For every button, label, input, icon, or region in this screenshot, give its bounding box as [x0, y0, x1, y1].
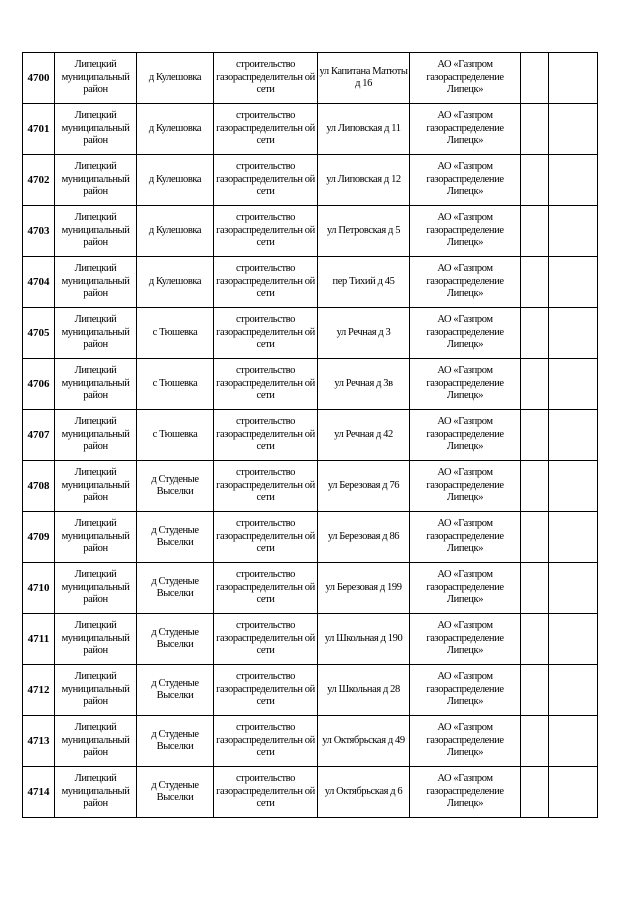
empty-cell — [549, 53, 598, 104]
empty-cell — [549, 716, 598, 767]
empty-cell — [549, 155, 598, 206]
district-cell: Липецкий муниципальный район — [55, 461, 137, 512]
organization-cell: АО «Газпром газораспределение Липецк» — [410, 257, 521, 308]
locality-cell: д Студеные Выселки — [137, 563, 214, 614]
district-cell: Липецкий муниципальный район — [55, 512, 137, 563]
registry-body — [23, 53, 598, 818]
district-cell: Липецкий муниципальный район — [55, 53, 137, 104]
address-cell: ул Березовая д 76 — [318, 461, 410, 512]
table-row — [23, 512, 598, 563]
organization-cell: АО «Газпром газораспределение Липецк» — [410, 308, 521, 359]
organization-cell: АО «Газпром газораспределение Липецк» — [410, 359, 521, 410]
address-cell: ул Липовская д 11 — [318, 104, 410, 155]
empty-cell — [549, 512, 598, 563]
empty-cell — [549, 257, 598, 308]
work-type-cell: строительство газораспределительн ой сети — [214, 155, 318, 206]
table-row — [23, 563, 598, 614]
row-number: 4707 — [23, 410, 55, 461]
organization-cell: АО «Газпром газораспределение Липецк» — [410, 716, 521, 767]
row-number: 4700 — [23, 53, 55, 104]
address-cell: ул Петровская д 5 — [318, 206, 410, 257]
work-type-cell: строительство газораспределительн ой сети — [214, 308, 318, 359]
empty-cell — [521, 104, 549, 155]
organization-cell: АО «Газпром газораспределение Липецк» — [410, 104, 521, 155]
table-row — [23, 614, 598, 665]
row-number: 4709 — [23, 512, 55, 563]
table-row — [23, 410, 598, 461]
empty-cell — [521, 155, 549, 206]
row-number: 4708 — [23, 461, 55, 512]
address-cell: пер Тихий д 45 — [318, 257, 410, 308]
district-cell: Липецкий муниципальный район — [55, 257, 137, 308]
empty-cell — [521, 563, 549, 614]
empty-cell — [549, 410, 598, 461]
table-row — [23, 359, 598, 410]
table-row — [23, 767, 598, 818]
district-cell: Липецкий муниципальный район — [55, 410, 137, 461]
address-cell: ул Речная д 3 — [318, 308, 410, 359]
organization-cell: АО «Газпром газораспределение Липецк» — [410, 410, 521, 461]
work-type-cell: строительство газораспределительн ой сети — [214, 104, 318, 155]
locality-cell: д Кулешовка — [137, 155, 214, 206]
work-type-cell: строительство газораспределительн ой сети — [214, 665, 318, 716]
work-type-cell: строительство газораспределительн ой сети — [214, 206, 318, 257]
locality-cell: д Кулешовка — [137, 53, 214, 104]
district-cell: Липецкий муниципальный район — [55, 614, 137, 665]
organization-cell: АО «Газпром газораспределение Липецк» — [410, 563, 521, 614]
row-number: 4705 — [23, 308, 55, 359]
row-number: 4702 — [23, 155, 55, 206]
empty-cell — [521, 206, 549, 257]
district-cell: Липецкий муниципальный район — [55, 206, 137, 257]
locality-cell: д Студеные Выселки — [137, 767, 214, 818]
work-type-cell: строительство газораспределительн ой сети — [214, 410, 318, 461]
empty-cell — [549, 359, 598, 410]
empty-cell — [521, 767, 549, 818]
empty-cell — [521, 359, 549, 410]
table-row — [23, 155, 598, 206]
locality-cell: с Тюшевка — [137, 410, 214, 461]
table-row — [23, 308, 598, 359]
locality-cell: с Тюшевка — [137, 308, 214, 359]
empty-cell — [549, 767, 598, 818]
locality-cell: д Студеные Выселки — [137, 512, 214, 563]
empty-cell — [521, 410, 549, 461]
organization-cell: АО «Газпром газораспределение Липецк» — [410, 512, 521, 563]
work-type-cell: строительство газораспределительн ой сети — [214, 767, 318, 818]
empty-cell — [521, 512, 549, 563]
district-cell: Липецкий муниципальный район — [55, 104, 137, 155]
organization-cell: АО «Газпром газораспределение Липецк» — [410, 155, 521, 206]
district-cell: Липецкий муниципальный район — [55, 308, 137, 359]
table-row — [23, 665, 598, 716]
empty-cell — [549, 614, 598, 665]
table-row — [23, 206, 598, 257]
empty-cell — [549, 563, 598, 614]
address-cell: ул Березовая д 86 — [318, 512, 410, 563]
table-row — [23, 716, 598, 767]
row-number: 4714 — [23, 767, 55, 818]
locality-cell: д Студеные Выселки — [137, 665, 214, 716]
table-row — [23, 461, 598, 512]
organization-cell: АО «Газпром газораспределение Липецк» — [410, 461, 521, 512]
empty-cell — [549, 104, 598, 155]
organization-cell: АО «Газпром газораспределение Липецк» — [410, 767, 521, 818]
work-type-cell: строительство газораспределительн ой сети — [214, 716, 318, 767]
work-type-cell: строительство газораспределительн ой сети — [214, 461, 318, 512]
district-cell: Липецкий муниципальный район — [55, 563, 137, 614]
work-type-cell: строительство газораспределительн ой сети — [214, 359, 318, 410]
empty-cell — [549, 461, 598, 512]
row-number: 4701 — [23, 104, 55, 155]
organization-cell: АО «Газпром газораспределение Липецк» — [410, 665, 521, 716]
locality-cell: с Тюшевка — [137, 359, 214, 410]
row-number: 4703 — [23, 206, 55, 257]
address-cell: ул Речная д 42 — [318, 410, 410, 461]
district-cell: Липецкий муниципальный район — [55, 665, 137, 716]
empty-cell — [521, 461, 549, 512]
address-cell: ул Липовская д 12 — [318, 155, 410, 206]
empty-cell — [549, 206, 598, 257]
empty-cell — [521, 257, 549, 308]
work-type-cell: строительство газораспределительн ой сети — [214, 563, 318, 614]
registry-table — [22, 52, 598, 818]
organization-cell: АО «Газпром газораспределение Липецк» — [410, 614, 521, 665]
row-number: 4704 — [23, 257, 55, 308]
table-row — [23, 257, 598, 308]
empty-cell — [549, 665, 598, 716]
empty-cell — [521, 53, 549, 104]
empty-cell — [521, 665, 549, 716]
work-type-cell: строительство газораспределительн ой сети — [214, 512, 318, 563]
work-type-cell: строительство газораспределительн ой сети — [214, 53, 318, 104]
locality-cell: д Студеные Выселки — [137, 461, 214, 512]
row-number: 4710 — [23, 563, 55, 614]
organization-cell: АО «Газпром газораспределение Липецк» — [410, 206, 521, 257]
organization-cell: АО «Газпром газораспределение Липецк» — [410, 53, 521, 104]
district-cell: Липецкий муниципальный район — [55, 155, 137, 206]
address-cell: ул Октябрьская д 49 — [318, 716, 410, 767]
row-number: 4711 — [23, 614, 55, 665]
empty-cell — [521, 716, 549, 767]
address-cell: ул Школьная д 28 — [318, 665, 410, 716]
address-cell: ул Капитана Матюты д 16 — [318, 53, 410, 104]
empty-cell — [549, 308, 598, 359]
empty-cell — [521, 614, 549, 665]
empty-cell — [521, 308, 549, 359]
row-number: 4712 — [23, 665, 55, 716]
address-cell: ул Школьная д 190 — [318, 614, 410, 665]
district-cell: Липецкий муниципальный район — [55, 716, 137, 767]
table-row — [23, 53, 598, 104]
address-cell: ул Березовая д 199 — [318, 563, 410, 614]
table-row — [23, 104, 598, 155]
locality-cell: д Студеные Выселки — [137, 614, 214, 665]
row-number: 4706 — [23, 359, 55, 410]
locality-cell: д Студеные Выселки — [137, 716, 214, 767]
locality-cell: д Кулешовка — [137, 257, 214, 308]
row-number: 4713 — [23, 716, 55, 767]
district-cell: Липецкий муниципальный район — [55, 767, 137, 818]
work-type-cell: строительство газораспределительн ой сети — [214, 614, 318, 665]
work-type-cell: строительство газораспределительн ой сети — [214, 257, 318, 308]
address-cell: ул Октябрьская д 6 — [318, 767, 410, 818]
district-cell: Липецкий муниципальный район — [55, 359, 137, 410]
locality-cell: д Кулешовка — [137, 206, 214, 257]
address-cell: ул Речная д 3в — [318, 359, 410, 410]
locality-cell: д Кулешовка — [137, 104, 214, 155]
